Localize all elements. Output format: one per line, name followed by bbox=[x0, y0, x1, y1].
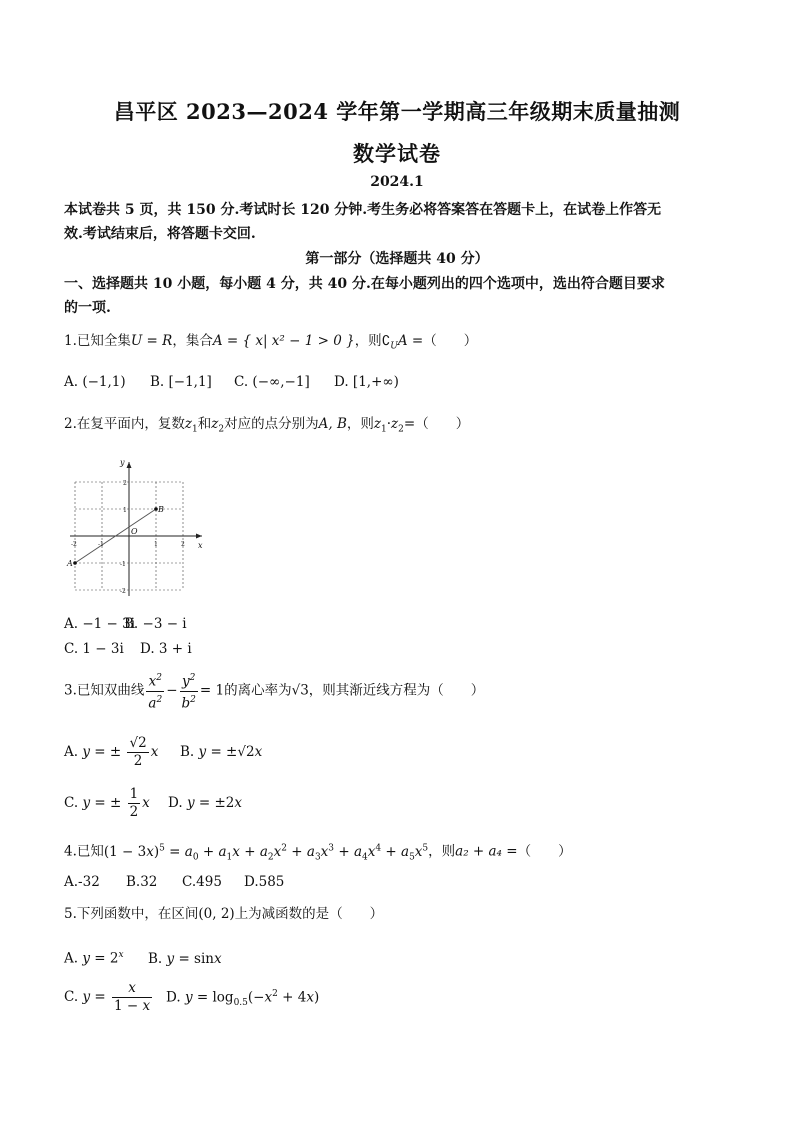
q4-option-c[interactable]: C.495 bbox=[182, 874, 222, 890]
q3-option-b[interactable]: B. y = ±√2x bbox=[180, 744, 263, 760]
q1-set: A = { x| x² − 1 > 0 } bbox=[212, 333, 355, 349]
x-tick-neg-2: -2 bbox=[71, 541, 77, 548]
point-b-label: B bbox=[158, 505, 164, 514]
x-tick-neg-1: -1 bbox=[98, 541, 104, 548]
section-heading bbox=[64, 272, 734, 320]
question-4-options bbox=[64, 872, 284, 892]
question-1-stem: 1.已知全集U = R，集合A = { x| x² − 1 > 0 }，则$∁_UA$ =（ ） bbox=[64, 333, 478, 352]
question-1-options bbox=[64, 372, 399, 392]
y-tick-neg-2: -2 bbox=[120, 588, 126, 595]
exam-date: 2024.1 bbox=[370, 174, 424, 190]
q5-option-c[interactable]: C. y = $\frac{x}{1 - x}$ bbox=[64, 980, 151, 1014]
q2-option-d[interactable]: D. 3 + i bbox=[140, 641, 192, 657]
q3-hyperbola-x-term: $\frac{x^2}{a^2}$ bbox=[146, 670, 164, 712]
instructions-line-1: 本试卷共 5 页，共 150 分.考试时长 120 分钟.考生务必将答案答在答题卡上，在试卷上作答无 bbox=[64, 202, 662, 218]
q3-option-d[interactable]: D. y = ±2x bbox=[168, 795, 242, 811]
question-3-stem: 3.已知双曲线 $\frac{x^2}{a^2}$ − $\frac{y^2}{b^2}$ = 1的离心率为√3，则其渐近线方程为（ ） bbox=[64, 670, 484, 712]
question-2-options-row-1 bbox=[64, 614, 187, 634]
q3-eccentricity: √3 bbox=[291, 682, 309, 699]
question-4-stem: 4.已知$(1 - 3x)^5 = a_0 + a_1x + a_2x^2 + a_3x^3 + a_4x^4 + a_5x^5$，则a₂ + a₄ =（ ） bbox=[64, 843, 572, 863]
q3-option-a[interactable]: A. y = ± $\frac{√2}{2}$ x bbox=[64, 735, 159, 769]
q3-hyperbola-y-term: $\frac{y^2}{b^2}$ bbox=[180, 670, 198, 712]
question-3-options-row-1 bbox=[64, 735, 262, 770]
y-axis-arrow bbox=[127, 462, 132, 468]
x-tick-2: 2 bbox=[181, 541, 185, 548]
q1-option-d[interactable]: D. [1,+∞) bbox=[334, 374, 399, 390]
section-heading-line-1: 一、选择题共 10 小题，每小题 4 分，共 40 分.在每小题列出的四个选项中，选出符合题目要求 bbox=[64, 276, 665, 292]
origin-label: O bbox=[131, 527, 138, 536]
y-tick-2: 2 bbox=[123, 480, 127, 487]
q1-option-b[interactable]: B. [−1,1] bbox=[150, 374, 212, 390]
question-3-options-row-2 bbox=[64, 786, 242, 821]
q1-complement-symbol: ∁ bbox=[381, 333, 391, 349]
complex-plane-graph bbox=[62, 452, 212, 602]
question-5-options-row-2 bbox=[64, 980, 319, 1015]
x-axis-arrow bbox=[196, 534, 202, 539]
y-axis-label: y bbox=[120, 458, 125, 467]
exam-subtitle: 数学试卷 bbox=[353, 141, 441, 166]
q4-target: a₂ + a₄ = bbox=[455, 843, 518, 860]
question-2-options-row-2 bbox=[64, 639, 192, 659]
q1-option-a[interactable]: A. (−1,1) bbox=[64, 374, 126, 390]
q4-option-d[interactable]: D.585 bbox=[244, 874, 285, 890]
q1-option-c[interactable]: C. (−∞,−1] bbox=[234, 374, 310, 390]
q5-option-b[interactable]: B. y = sinx bbox=[148, 950, 222, 967]
point-a-marker bbox=[73, 561, 77, 565]
q2-option-c[interactable]: C. 1 − 3i bbox=[64, 641, 124, 657]
q5-interval: (0, 2) bbox=[198, 906, 235, 922]
instructions-line-2: 效.考试结束后，将答题卡交回. bbox=[64, 226, 256, 242]
q5-option-a[interactable]: A. $y = 2^x$ bbox=[64, 950, 124, 967]
y-tick-neg-1: -1 bbox=[120, 561, 126, 568]
x-tick-1: 1 bbox=[154, 541, 158, 548]
q4-expansion: $(1 - 3x)^5 = a_0 + a_1x + a_2x^2 + a_3x^3 + a_4x^4 + a_5x^5$ bbox=[103, 843, 429, 863]
part-heading: 第一部分（选择题共 40 分） bbox=[305, 251, 489, 267]
q4-option-b[interactable]: B.32 bbox=[126, 874, 158, 890]
y-tick-1: 1 bbox=[123, 507, 127, 514]
q2-option-b[interactable]: B. −3 − i bbox=[124, 616, 187, 632]
q1-universe: U = R bbox=[130, 333, 173, 349]
question-5-options-row-1 bbox=[64, 945, 222, 969]
question-5-stem: 5.下列函数中，在区间(0, 2)上为减函数的是（ ） bbox=[64, 906, 384, 922]
q2-option-a[interactable]: A. −1 − 3i bbox=[64, 616, 136, 632]
question-2-stem: 2.在复平面内，复数$z_1$和$z_2$对应的点分别为A, B，则$z_1\cdot z_2=$（ ） bbox=[64, 416, 470, 435]
point-a-label: A bbox=[67, 559, 73, 568]
exam-instructions bbox=[64, 198, 734, 246]
q3-option-c[interactable]: C. y = ± $\frac{1}{2}$ x bbox=[64, 786, 150, 820]
section-heading-line-2: 的一项. bbox=[64, 300, 111, 316]
q4-option-a[interactable]: A.-32 bbox=[64, 874, 100, 890]
q5-option-d[interactable]: D. $y = \log_{0.5}(-x^2 + 4x)$ bbox=[166, 988, 320, 1008]
x-axis-label: x bbox=[198, 541, 203, 550]
exam-title: 昌平区 2023—2024 学年第一学期高三年级期末质量抽测 bbox=[113, 99, 681, 124]
